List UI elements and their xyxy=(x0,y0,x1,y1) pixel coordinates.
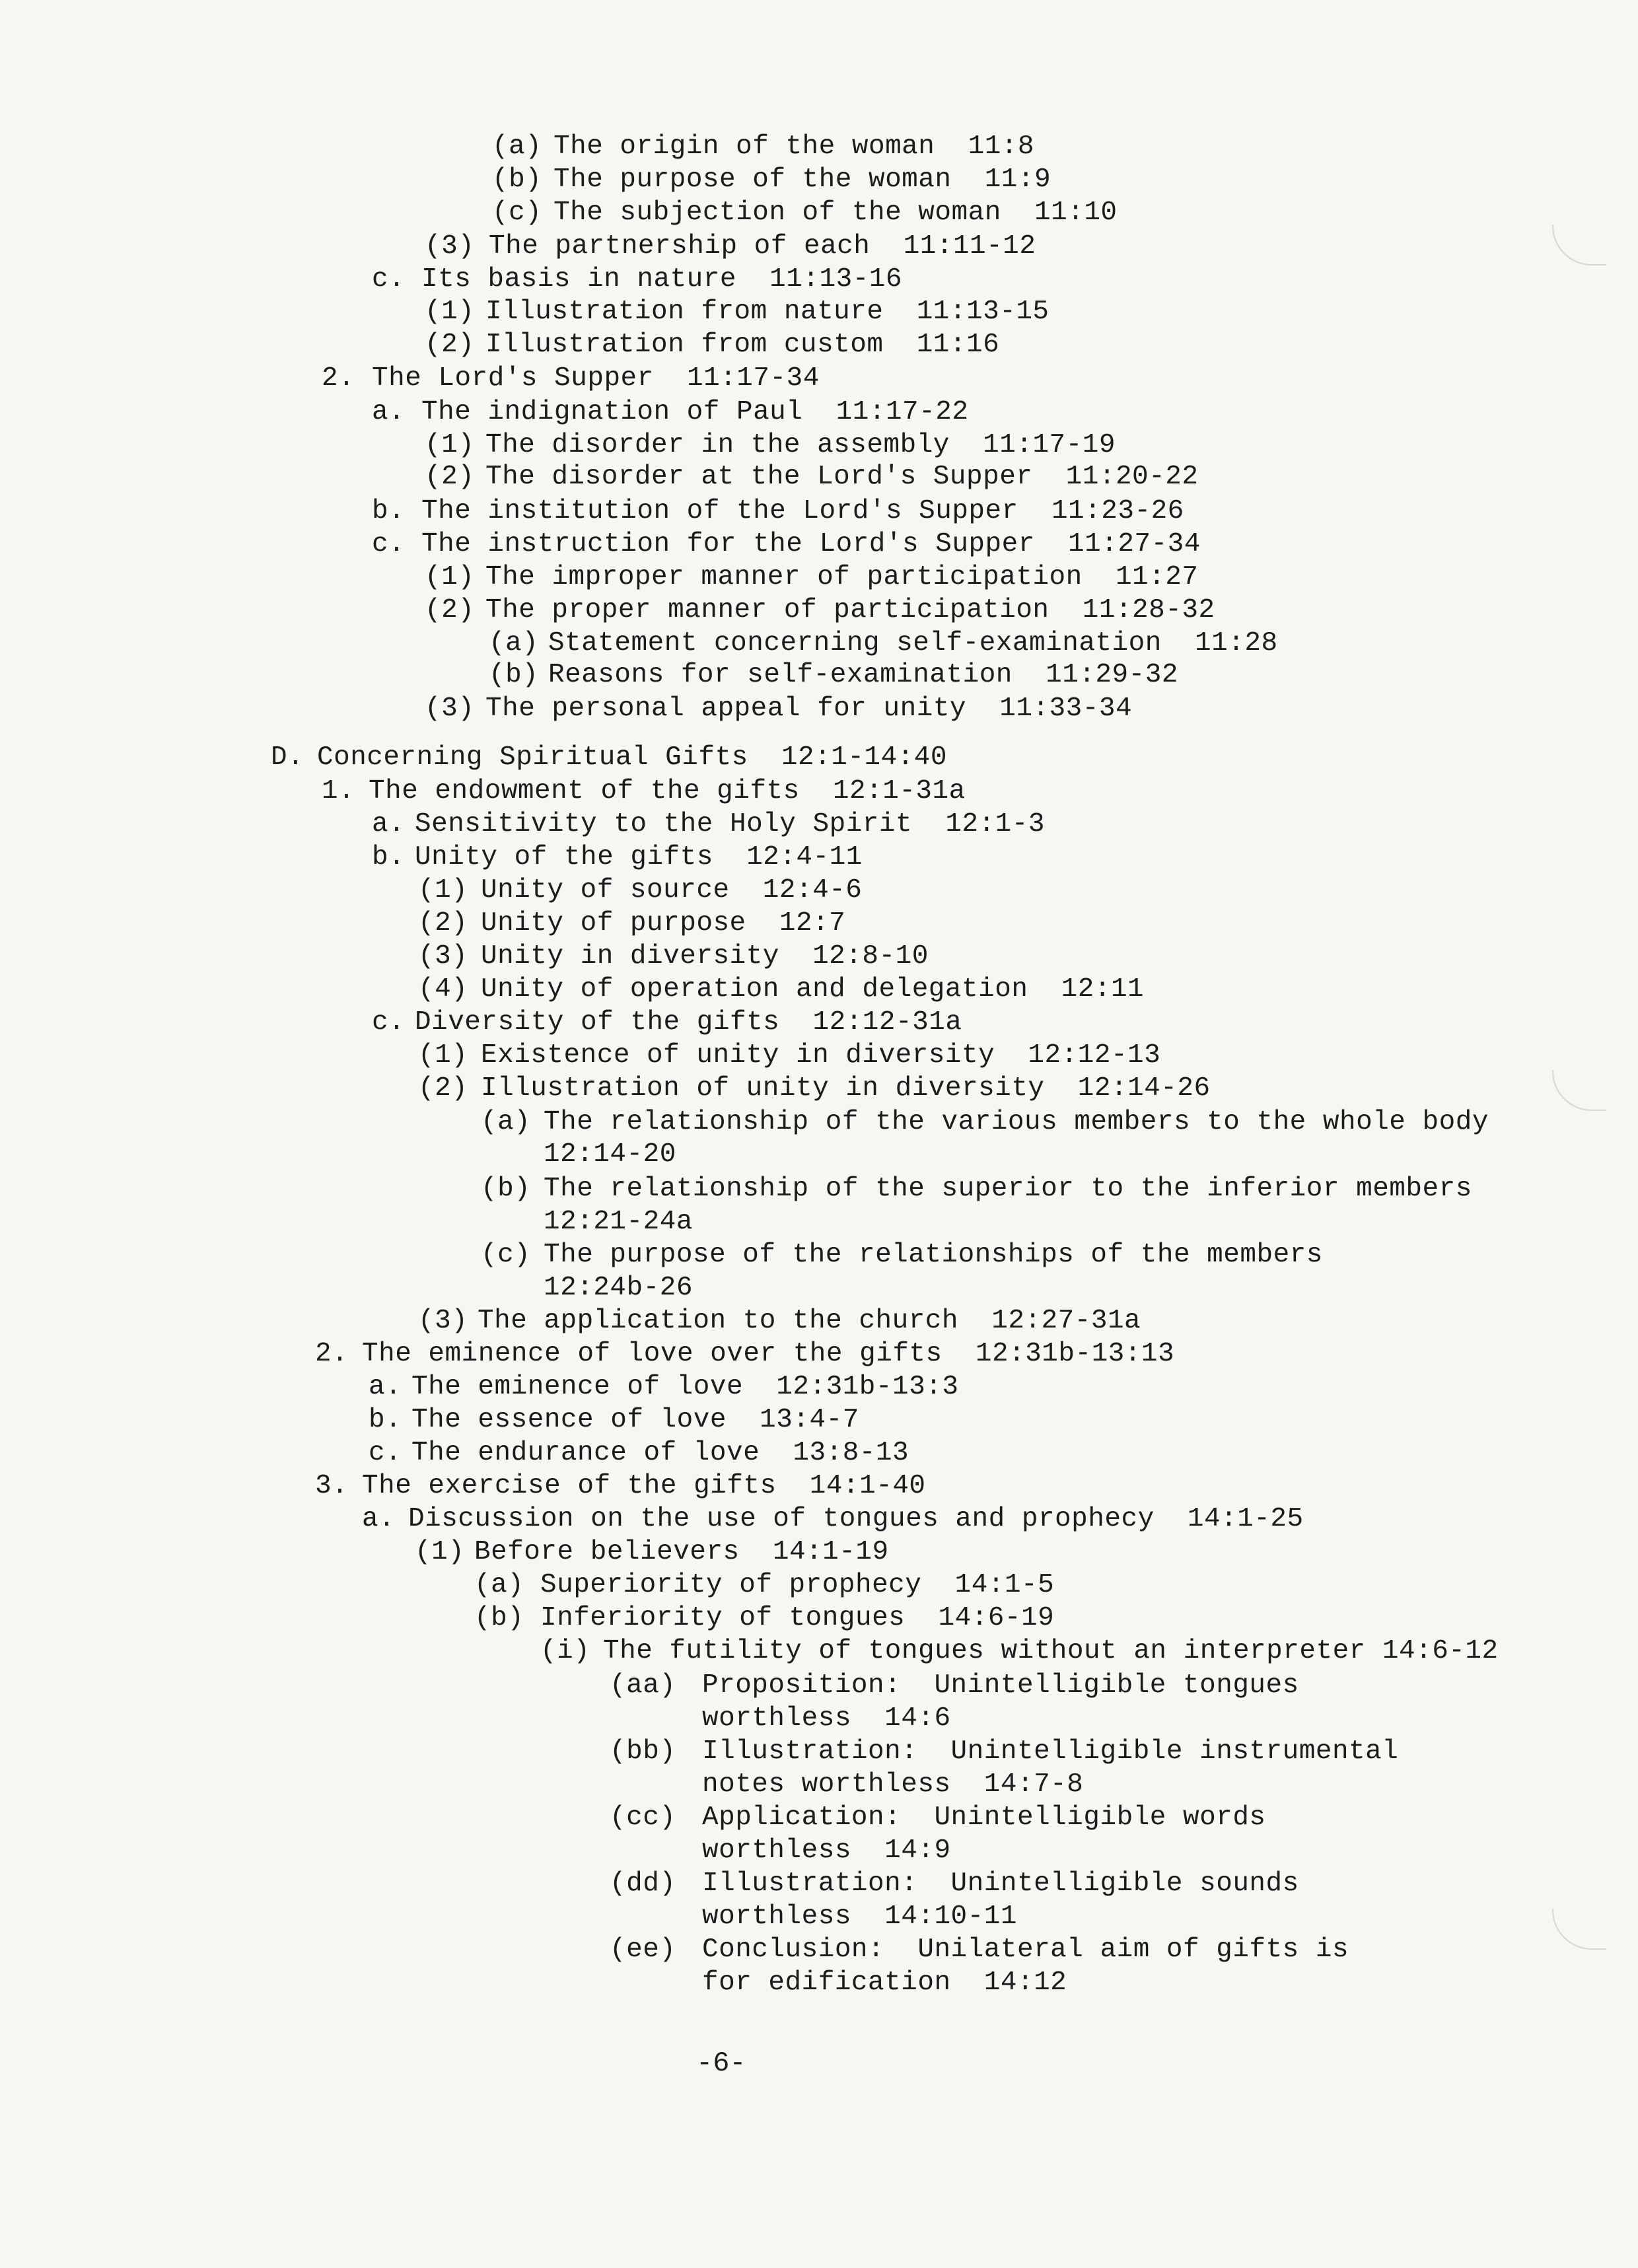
outline-label: (1) xyxy=(418,875,468,905)
outline-text: The exercise of the gifts 14:1-40 xyxy=(362,1471,926,1501)
outline-text: Illustration of unity in diversity 12:14-26 xyxy=(481,1073,1211,1104)
page-number: -6- xyxy=(696,2047,746,2079)
outline-line xyxy=(418,940,929,973)
outline-text: The application to the church 12:27-31a xyxy=(478,1306,1141,1336)
outline-line xyxy=(425,561,1198,594)
outline-label: (3) xyxy=(425,693,475,724)
outline-text: notes worthless 14:7-8 xyxy=(702,1769,1084,1800)
outline-label: (bb) xyxy=(610,1736,676,1767)
outline-text: The subjection of the woman 11:10 xyxy=(553,197,1118,228)
outline-text: The endowment of the gifts 12:1-31a xyxy=(369,776,966,806)
outline-label: c. xyxy=(369,1438,402,1468)
outline-label: (b) xyxy=(492,164,542,195)
outline-text: The endurance of love 13:8-13 xyxy=(411,1438,909,1468)
punch-hole-top xyxy=(1552,225,1606,266)
outline-text: Statement concerning self-examination 11:28 xyxy=(548,628,1278,658)
outline-text: Concerning Spiritual Gifts 12:1-14:40 xyxy=(317,742,947,773)
outline-label: (b) xyxy=(489,660,539,690)
outline-line xyxy=(372,808,1045,841)
outline-text: worthless 14:10-11 xyxy=(702,1901,1017,1932)
outline-text: The institution of the Lord's Supper 11:23-26 xyxy=(421,496,1184,526)
outline-text: for edification 14:12 xyxy=(702,1967,1067,1998)
outline-text: worthless 14:6 xyxy=(702,1703,951,1734)
outline-line xyxy=(322,775,966,808)
outline-text: The purpose of the relationships of the members xyxy=(544,1240,1323,1270)
outline-text: The relationship of the superior to the inferior members xyxy=(544,1174,1472,1204)
outline-label: b. xyxy=(369,1405,402,1435)
outline-label: a. xyxy=(372,809,406,839)
outline-line xyxy=(610,1669,1299,1702)
outline-text: Sensitivity to the Holy Spirit 12:1-3 xyxy=(415,809,1045,839)
outline-label: (2) xyxy=(418,908,468,939)
outline-text: Superiority of prophecy 14:1-5 xyxy=(540,1570,1055,1600)
outline-line xyxy=(702,1900,1017,1933)
outline-line xyxy=(544,1205,693,1238)
outline-label: 2. xyxy=(315,1339,349,1369)
outline-line xyxy=(474,1602,1054,1635)
outline-line xyxy=(425,295,1050,328)
outline-line xyxy=(271,741,947,774)
outline-line xyxy=(489,658,1178,691)
outline-label: (1) xyxy=(425,562,475,592)
outline-label: D. xyxy=(271,742,304,773)
outline-label: (a) xyxy=(474,1570,524,1600)
outline-line xyxy=(702,1966,1067,1999)
outline-label: (4) xyxy=(418,974,468,1005)
outline-text: Illustration from custom 11:16 xyxy=(485,330,1000,360)
outline-text: Its basis in nature 11:13-16 xyxy=(421,264,903,295)
outline-line xyxy=(474,1569,1054,1602)
outline-line xyxy=(544,1271,693,1304)
outline-text: The eminence of love 12:31b-13:3 xyxy=(411,1372,959,1402)
punch-hole-bottom xyxy=(1552,1909,1606,1950)
outline-text: Unity of purpose 12:7 xyxy=(481,908,846,939)
outline-line xyxy=(492,130,1034,163)
outline-text: Illustration: Unintelligible sounds xyxy=(702,1868,1299,1899)
outline-line xyxy=(369,1370,958,1403)
outline-line xyxy=(425,230,1036,263)
outline-label: c. xyxy=(372,264,406,295)
outline-text: Before believers 14:1-19 xyxy=(474,1537,889,1567)
outline-label: (3) xyxy=(418,941,468,972)
outline-line xyxy=(372,528,1201,561)
outline-text: The personal appeal for unity 11:33-34 xyxy=(485,693,1133,724)
outline-label: (2) xyxy=(425,330,475,360)
outline-line xyxy=(372,396,968,429)
outline-label: c. xyxy=(372,1007,406,1038)
outline-line xyxy=(481,1238,1323,1271)
outline-line xyxy=(372,1006,962,1039)
outline-line xyxy=(489,627,1278,660)
outline-line xyxy=(322,362,820,395)
outline-label: (cc) xyxy=(610,1802,676,1833)
outline-text: The disorder in the assembly 11:17-19 xyxy=(485,430,1116,460)
outline-line xyxy=(315,1470,926,1503)
outline-line xyxy=(702,1768,1083,1801)
outline-line xyxy=(544,1138,676,1171)
outline-label: (b) xyxy=(474,1603,524,1633)
outline-line xyxy=(610,1801,1266,1834)
outline-line xyxy=(610,1735,1398,1768)
outline-label: b. xyxy=(372,842,406,872)
outline-text: The essence of love 13:4-7 xyxy=(411,1405,859,1435)
outline-label: a. xyxy=(362,1504,396,1534)
outline-text: The disorder at the Lord's Supper 11:20-22 xyxy=(485,462,1199,492)
outline-line xyxy=(425,429,1116,462)
outline-label: (2) xyxy=(425,595,475,625)
outline-label: (dd) xyxy=(610,1868,676,1899)
outline-text: 12:14-20 xyxy=(544,1139,676,1170)
outline-label: (3) xyxy=(418,1306,468,1336)
outline-label: a. xyxy=(372,397,406,427)
outline-text: The origin of the woman 11:8 xyxy=(553,131,1035,162)
outline-line xyxy=(610,1933,1349,1966)
outline-text: The indignation of Paul 11:17-22 xyxy=(421,397,969,427)
outline-text: Unity of source 12:4-6 xyxy=(481,875,863,905)
outline-label: c. xyxy=(372,529,406,559)
outline-line xyxy=(418,1039,1160,1072)
outline-label: (b) xyxy=(481,1174,531,1204)
outline-line xyxy=(481,1106,1489,1139)
outline-label: (aa) xyxy=(610,1670,676,1701)
outline-text: Reasons for self-examination 11:29-32 xyxy=(548,660,1178,690)
outline-text: Unity of the gifts 12:4-11 xyxy=(415,842,863,872)
outline-line xyxy=(425,460,1198,493)
outline-text: Existence of unity in diversity 12:12-13 xyxy=(481,1040,1161,1071)
outline-line xyxy=(418,973,1144,1006)
outline-label: (1) xyxy=(425,430,475,460)
outline-line xyxy=(492,196,1118,229)
outline-text: The proper manner of participation 11:28-32 xyxy=(485,595,1215,625)
outline-label: a. xyxy=(369,1372,402,1402)
outline-line xyxy=(372,263,902,296)
outline-label: (a) xyxy=(489,628,539,658)
outline-text: Inferiority of tongues 14:6-19 xyxy=(540,1603,1055,1633)
punch-hole-middle xyxy=(1552,1070,1606,1111)
outline-text: Unity of operation and delegation 12:11 xyxy=(481,974,1145,1005)
outline-line xyxy=(418,907,845,940)
outline-line xyxy=(418,1072,1211,1105)
outline-label: (2) xyxy=(418,1073,468,1104)
outline-text: worthless 14:9 xyxy=(702,1835,951,1866)
outline-label: 2. xyxy=(322,363,355,394)
outline-label: (1) xyxy=(415,1537,465,1567)
outline-text: The instruction for the Lord's Supper 11:27-34 xyxy=(421,529,1201,559)
outline-label: 1. xyxy=(322,776,355,806)
outline-text: 12:21-24a xyxy=(544,1207,693,1237)
outline-line xyxy=(369,1403,859,1436)
outline-label: (c) xyxy=(492,197,542,228)
outline-text: The partnership of each 11:11-12 xyxy=(489,231,1036,262)
outline-line xyxy=(372,841,863,874)
outline-label: (a) xyxy=(492,131,542,162)
outline-text: Illustration from nature 11:13-15 xyxy=(485,297,1050,327)
outline-line xyxy=(610,1867,1299,1900)
outline-text: The eminence of love over the gifts 12:31b-13:13 xyxy=(362,1339,1175,1369)
outline-line xyxy=(418,1304,1141,1337)
outline-text: The purpose of the woman 11:9 xyxy=(553,164,1051,195)
outline-line xyxy=(362,1503,1304,1536)
outline-text: Unity in diversity 12:8-10 xyxy=(481,941,929,972)
outline-line xyxy=(425,328,999,361)
outline-label: (ee) xyxy=(610,1934,676,1965)
outline-line xyxy=(415,1536,889,1569)
outline-line xyxy=(540,1635,1499,1668)
outline-label: (i) xyxy=(540,1636,590,1666)
outline-line xyxy=(418,874,862,907)
outline-text: The futility of tongues without an interpreter 14:6-12 xyxy=(603,1636,1499,1666)
outline-text: Diversity of the gifts 12:12-31a xyxy=(415,1007,962,1038)
outline-label: (1) xyxy=(418,1040,468,1071)
outline-line xyxy=(702,1702,951,1735)
outline-text: The relationship of the various members to the whole body xyxy=(544,1107,1489,1137)
outline-label: 3. xyxy=(315,1471,349,1501)
outline-line xyxy=(315,1337,1174,1370)
outline-label: b. xyxy=(372,496,406,526)
outline-label: (c) xyxy=(481,1240,531,1270)
outline-line xyxy=(372,495,1184,528)
outline-line xyxy=(425,594,1215,627)
outline-line xyxy=(492,163,1051,196)
outline-line xyxy=(702,1834,951,1867)
outline-text: Proposition: Unintelligible tongues xyxy=(702,1670,1299,1701)
outline-text: Illustration: Unintelligible instrumental xyxy=(702,1736,1399,1767)
outline-label: (3) xyxy=(425,231,475,262)
outline-text: The improper manner of participation 11:27 xyxy=(485,562,1199,592)
outline-text: 12:24b-26 xyxy=(544,1273,693,1303)
outline-text: Application: Unintelligible words xyxy=(702,1802,1266,1833)
outline-text: Discussion on the use of tongues and prophecy 14:1-25 xyxy=(408,1504,1304,1534)
outline-label: (1) xyxy=(425,297,475,327)
outline-text: The Lord's Supper 11:17-34 xyxy=(372,363,820,394)
outline-line xyxy=(369,1436,909,1470)
outline-label: (a) xyxy=(481,1107,531,1137)
outline-text: Conclusion: Unilateral aim of gifts is xyxy=(702,1934,1349,1965)
outline-line xyxy=(425,692,1132,725)
outline-label: (2) xyxy=(425,462,475,492)
outline-line xyxy=(481,1172,1472,1205)
